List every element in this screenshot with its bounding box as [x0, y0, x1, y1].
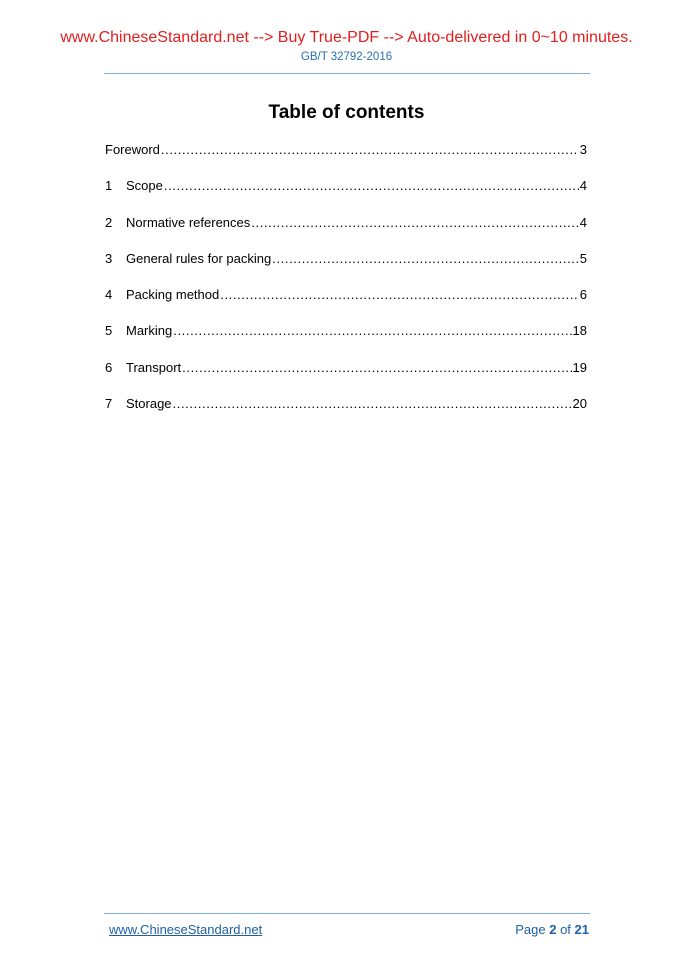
toc-title: Table of contents — [268, 102, 425, 123]
toc-entry-page: 6 — [579, 287, 587, 303]
toc-entry-page: 4 — [579, 214, 587, 230]
toc-entry-page: 18 — [572, 323, 587, 339]
toc-entry-scope[interactable] — [105, 177, 587, 213]
toc-entry-page: 19 — [572, 359, 587, 375]
page-of: of — [560, 922, 571, 937]
document-id: GB/T 32792-2016 — [300, 51, 393, 63]
page-prefix: Page — [515, 922, 546, 937]
toc-entry-number: 1 — [105, 178, 113, 194]
footer-website-link[interactable]: www.ChineseStandard.net — [109, 922, 263, 937]
toc-leader-dots — [161, 141, 579, 159]
toc-leader-dots — [220, 286, 579, 304]
toc-leader-dots — [173, 322, 571, 340]
toc-leader-dots — [272, 250, 579, 268]
toc-entry-number: 5 — [105, 323, 113, 339]
footer-page-indicator — [515, 922, 589, 938]
toc-entry-label: Storage — [126, 396, 172, 412]
toc-entry-packing-method[interactable] — [105, 286, 587, 322]
footer-divider — [104, 913, 590, 914]
toc-entry-label: Transport — [126, 359, 182, 375]
total-page-count: 21 — [574, 922, 589, 937]
toc-entry-number: 7 — [105, 396, 113, 412]
header-banner: www.ChineseStandard.net --> Buy True-PDF --> Auto-delivered in 0~10 minutes. — [60, 29, 633, 46]
header-divider — [104, 73, 590, 74]
toc-entry-label: Packing method — [126, 287, 220, 303]
toc-entry-number: 3 — [105, 250, 113, 266]
toc-entry-general-rules-for-packing[interactable] — [105, 250, 587, 286]
toc-entry-number: 2 — [105, 214, 113, 230]
toc-entry-page: 4 — [579, 178, 587, 194]
toc-entry-page: 20 — [572, 396, 587, 412]
toc-entry-number: 6 — [105, 359, 113, 375]
table-of-contents — [105, 141, 587, 431]
toc-leader-dots — [164, 177, 579, 195]
toc-entry-foreword[interactable] — [105, 141, 587, 177]
toc-entry-marking[interactable] — [105, 322, 587, 358]
toc-entry-page: 3 — [579, 142, 587, 157]
toc-entry-label: General rules for packing — [126, 250, 272, 266]
toc-leader-dots — [251, 214, 578, 232]
toc-leader-dots — [173, 395, 572, 413]
toc-entry-page: 5 — [579, 250, 587, 266]
toc-entry-storage[interactable] — [105, 395, 587, 431]
toc-entry-number: 4 — [105, 287, 113, 303]
current-page-number: 2 — [549, 922, 557, 937]
toc-entry-label: Normative references — [126, 214, 251, 230]
toc-entry-normative-references[interactable] — [105, 214, 587, 250]
toc-entry-label: Scope — [126, 178, 163, 194]
toc-leader-dots — [182, 359, 571, 377]
toc-entry-label: Foreword — [105, 142, 160, 157]
toc-entry-transport[interactable] — [105, 359, 587, 395]
toc-entry-label: Marking — [126, 323, 173, 339]
